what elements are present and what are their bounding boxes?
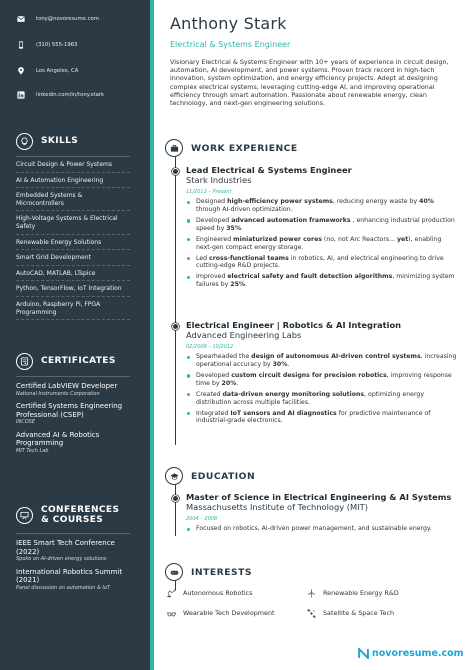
bullet-highlight: custom circuit designs for precision robotics	[231, 371, 387, 379]
interest-label: Autonomous Robotics	[183, 589, 253, 597]
skills-header	[16, 132, 136, 150]
phone-text: (310) 555-1963	[36, 41, 78, 48]
novoresume-mark-icon	[358, 648, 369, 659]
skill-item: Python, TensorFlow, IoT Integration	[16, 281, 130, 297]
wind-turbine-icon	[306, 588, 316, 598]
bullet-highlight: 40%	[419, 198, 434, 206]
bullet-highlight: data-driven energy monitoring solutions	[222, 390, 365, 398]
bullet-text: (no, not Arc Reactors...	[321, 235, 397, 243]
bullet-text: Developed	[196, 216, 232, 224]
presentation-icon	[16, 507, 33, 524]
work-experience-header	[165, 139, 298, 157]
map-pin-icon	[16, 66, 25, 75]
job-bullets	[186, 353, 458, 425]
certificate-icon	[16, 353, 33, 370]
bullet-item	[186, 391, 458, 407]
skills-heading: SKILLS	[41, 135, 79, 146]
bullet-text: for predictive maintenance of industrial-grade electronics.	[196, 409, 431, 425]
sidebar	[0, 0, 150, 670]
divider	[16, 533, 130, 534]
conference-item	[16, 539, 130, 563]
certificate-item	[16, 402, 130, 426]
bullet-highlight: cross-functional teams	[209, 254, 289, 262]
lightbulb-icon	[16, 133, 33, 150]
timeline-dot	[172, 495, 179, 502]
bullet-highlight: 25%	[230, 281, 246, 289]
bullet-text: Integrated	[196, 409, 231, 417]
interest-item	[306, 608, 446, 618]
skill-item: Circuit Design & Power Systems	[16, 157, 130, 173]
job-dates: 11/2012 – Present	[186, 189, 232, 195]
bullet-highlight: 20%	[221, 379, 237, 387]
contact-phone[interactable]	[16, 40, 77, 49]
interest-item	[306, 588, 446, 598]
interest-item	[166, 608, 306, 618]
contact-email[interactable]	[16, 14, 99, 23]
linkedin-text: linkedin.com/in/tony.stark	[36, 91, 105, 98]
certificates-header	[16, 352, 136, 370]
bullet-item	[186, 273, 458, 289]
conference-note: Spoke on AI-driven energy solutions	[16, 556, 107, 563]
graduation-cap-icon	[165, 467, 183, 485]
bullet-text: in robotics, AI, and electrical engineering to drive cutting-edge R&D projects.	[196, 254, 444, 270]
bullet-text: , improving response time by	[196, 371, 452, 387]
satellite-icon	[306, 608, 316, 618]
job-dates: 02/2008 – 10/2012	[186, 344, 234, 350]
timeline-dot	[172, 168, 179, 175]
skill-item: AutoCAD, MATLAB, LTspice	[16, 266, 130, 282]
bullet-text: through AI-driven optimization.	[196, 205, 293, 213]
summary-text: Visionary Electrical & Systems Engineer with 10+ years of experience in circuit design, automation, AI development, and power systems. Proven track record in high-tech innovation, system optimization, and energy efficiency projects. Adept at designing complex electrical systems, leveraging cutting-edge AI, and improving operational efficiency through smart automation. Passionate about renewable energy, clean technology, and next-gen engineering solutions.	[170, 58, 449, 108]
interest-item	[166, 588, 306, 598]
education-header	[165, 467, 255, 485]
skill-item: Embedded Systems & Microcontrollers	[16, 188, 130, 211]
certificate-issuer: MIT Tech Lab	[16, 447, 49, 454]
contact-linkedin[interactable]	[16, 90, 104, 99]
education-bullets	[186, 525, 458, 533]
timeline-line	[175, 484, 176, 536]
education-dates: 2004 – 2008	[186, 516, 218, 522]
bullet-text: Engineered	[196, 235, 234, 243]
bullet-highlight: advanced automation frameworks	[231, 216, 351, 224]
bullet-text: Created	[196, 390, 223, 398]
job-entry	[186, 165, 458, 289]
certificate-title: Certified Systems Engineering Professional (CSEP)	[16, 402, 123, 419]
certificates-heading: CERTIFICATES	[41, 355, 116, 366]
interest-label: Renewable Energy R&D	[323, 589, 399, 597]
interest-label: Wearable Tech Development	[183, 609, 275, 617]
job-entry	[186, 320, 458, 425]
linkedin-icon	[16, 90, 25, 99]
bullet-highlight: design of autonomous AI-driven control systems	[251, 353, 421, 361]
candidate-role: Electrical & Systems Engineer	[170, 40, 291, 49]
bullet-text: , minimizing system failures by	[196, 273, 455, 289]
bullet-text: Led	[196, 254, 210, 262]
bullet-text: .	[245, 281, 248, 289]
bullet-highlight: IoT sensors and AI diagnostics	[230, 409, 337, 417]
bullet-text: Designed	[196, 198, 228, 206]
conferences-section	[16, 503, 136, 591]
conference-title: IEEE Smart Tech Conference (2022)	[16, 539, 115, 556]
education-entry	[186, 492, 458, 533]
briefcase-icon	[165, 139, 183, 157]
certificate-issuer: National Instruments Corporation	[16, 390, 100, 397]
skills-section	[16, 132, 136, 320]
skill-item: Renewable Energy Solutions	[16, 235, 130, 251]
interests-list	[166, 588, 458, 618]
envelope-icon	[16, 14, 25, 23]
bullet-text: .	[236, 379, 239, 387]
timeline-dot	[172, 323, 179, 330]
certificate-title: Certified LabVIEW Developer	[16, 382, 118, 390]
degree: Master of Science in Electrical Engineering & AI Systems	[186, 492, 452, 502]
bullet-item	[186, 198, 458, 214]
work-experience-heading: WORK EXPERIENCE	[191, 142, 298, 154]
conferences-list	[16, 539, 136, 591]
novoresume-logo[interactable]	[358, 648, 464, 659]
skill-item: Smart Grid Development	[16, 250, 130, 266]
timeline-line	[175, 155, 176, 445]
job-company: Advanced Engineering Labs	[186, 330, 302, 340]
bullet-text: , enhancing industrial production speed by	[196, 216, 455, 232]
bullet-text: Improved	[196, 273, 228, 281]
interests-header	[165, 563, 252, 581]
certificate-title: Advanced AI & Robotics Programming	[16, 430, 100, 448]
bullet-item	[186, 217, 458, 233]
bullet-item	[186, 255, 458, 271]
location-text: Los Angeles, CA	[36, 67, 79, 74]
conference-title: International Robotics Summit (2021)	[16, 567, 123, 585]
game-controller-icon	[165, 563, 183, 581]
bullet-item: Focused on robotics, AI-driven power management, and sustainable energy.	[186, 525, 458, 533]
skill-item: High-Voltage Systems & Electrical Safety	[16, 211, 130, 234]
bullet-text: , reducing energy waste by	[332, 198, 420, 206]
candidate-name: Anthony Stark	[170, 14, 287, 33]
bullet-item	[186, 353, 458, 369]
job-title: Electrical Engineer | Robotics & AI Integration	[186, 320, 402, 330]
divider	[16, 376, 130, 377]
bullet-item	[186, 236, 458, 252]
bullet-item	[186, 372, 458, 388]
glasses-icon	[166, 608, 176, 618]
accent-bar	[150, 0, 154, 670]
conference-item	[16, 568, 130, 592]
bullet-text: ), enabling next-gen compact energy storage.	[196, 235, 442, 251]
education-heading: EDUCATION	[191, 470, 256, 482]
email-text: tony@novoresume.com	[36, 15, 99, 22]
interests-heading: INTERESTS	[191, 566, 253, 578]
bullet-text: , increasing operational accuracy by	[196, 353, 457, 368]
skill-item: Arduino, Raspberry Pi, FPGA Programming	[16, 297, 130, 320]
bullet-text: .	[241, 224, 243, 232]
robot-icon	[166, 588, 176, 598]
interest-label: Satellite & Space Tech	[323, 609, 395, 617]
bullet-highlight: electrical safety and fault detection algorithms	[227, 273, 393, 281]
bullet-text: , optimizing energy distribution across multiple facilities.	[196, 390, 424, 406]
bullet-highlight: miniaturized power cores	[233, 235, 322, 243]
conferences-heading: CONFERENCES & COURSES	[41, 504, 120, 525]
certificate-issuer: INCOSE	[16, 419, 35, 426]
skill-item: AI & Automation Engineering	[16, 173, 130, 189]
bullet-text: Spearheaded the	[196, 353, 252, 361]
bullet-highlight: 35%	[226, 224, 242, 232]
bullet-highlight: 30%	[272, 360, 288, 368]
bullet-highlight: high-efficiency power systems	[227, 198, 333, 206]
conferences-header	[16, 503, 136, 527]
contact-location	[16, 66, 78, 75]
bullet-text: .	[287, 360, 290, 368]
school: Massachusetts Institute of Technology (MIT)	[186, 502, 368, 512]
phone-icon	[16, 40, 25, 49]
brand-text: novoresume.com	[372, 648, 464, 659]
bullet-item	[186, 410, 458, 426]
certificates-section	[16, 352, 136, 454]
job-bullets	[186, 198, 458, 289]
bullet-text: Developed	[196, 371, 232, 379]
job-title: Lead Electrical & Systems Engineer	[186, 165, 352, 175]
certificate-item	[16, 431, 130, 455]
certificate-item	[16, 382, 130, 397]
skills-list	[16, 157, 136, 320]
certificates-list	[16, 382, 136, 454]
bullet-highlight: yet	[396, 235, 409, 243]
job-company: Stark Industries	[186, 175, 252, 185]
conference-note: Panel discussion on automation & IoT	[16, 584, 111, 591]
